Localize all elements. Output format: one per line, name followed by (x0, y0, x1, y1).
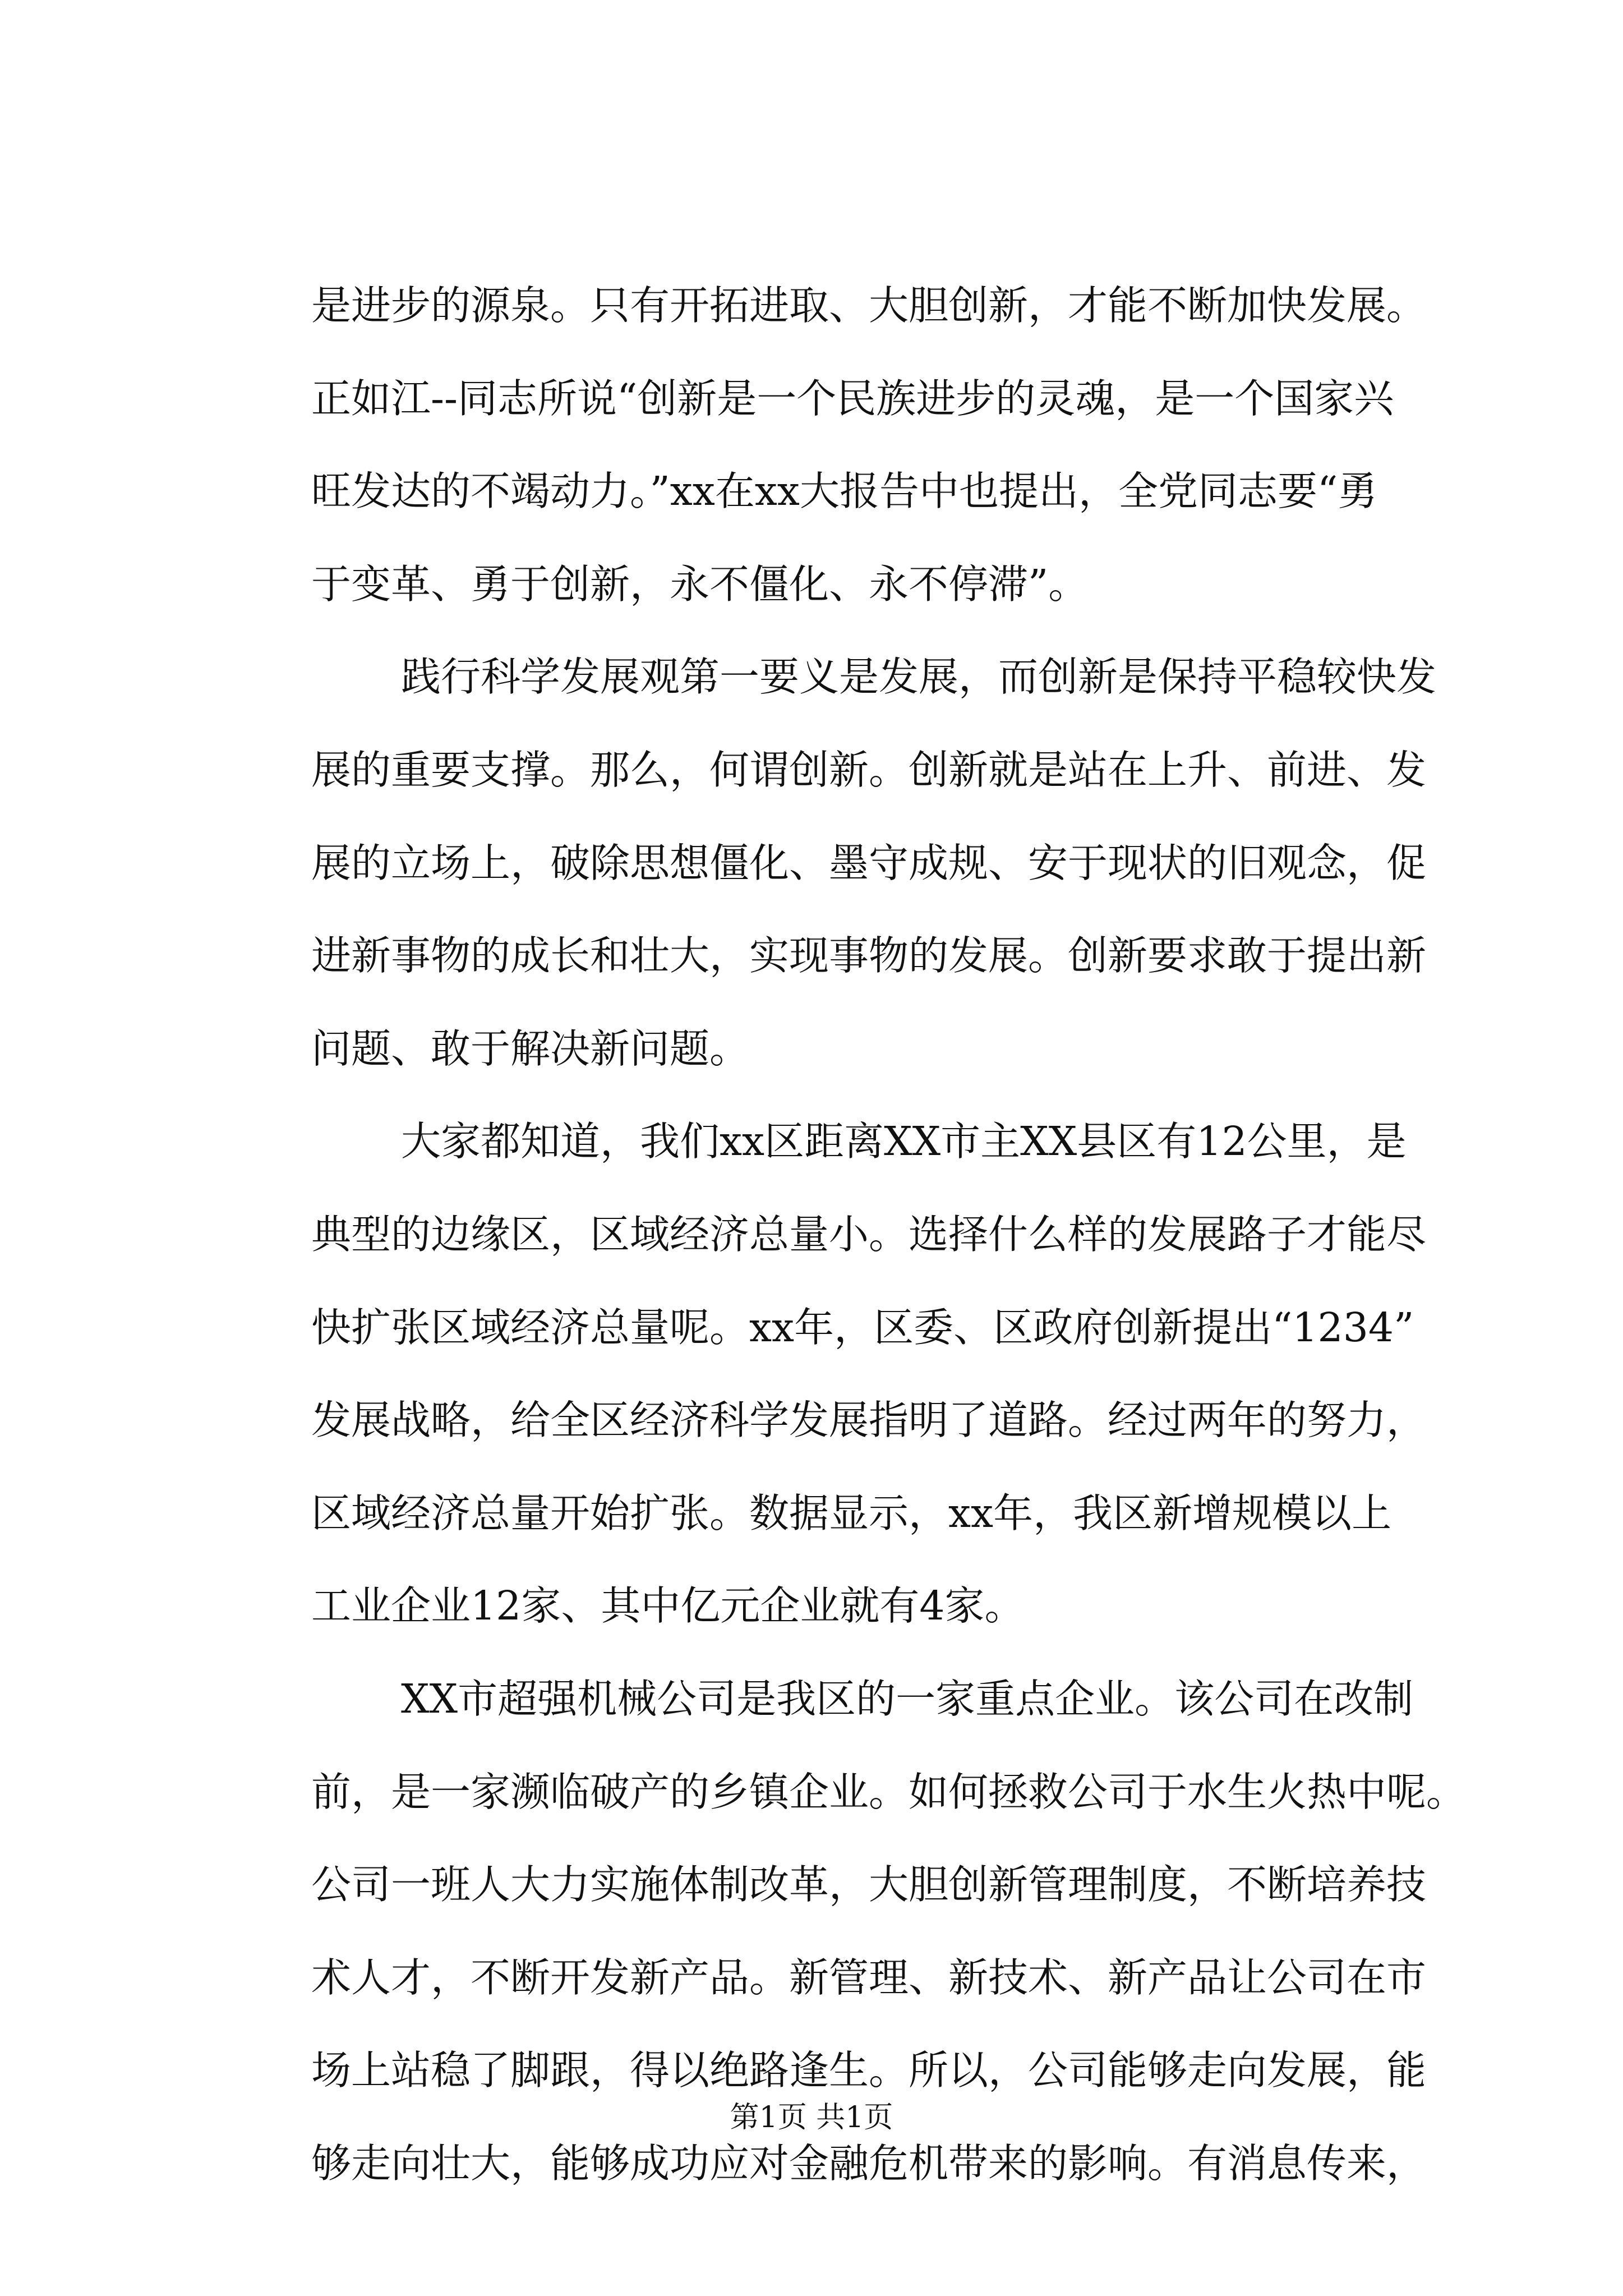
text-line: 工业企业12家、其中亿元企业就有4家。 (311, 1582, 1025, 1630)
text-line: 是进步的源泉。只有开拓进取、大胆创新，才能不断加快发展。 (311, 282, 1427, 329)
text-line: 展的重要支撑。那么，何谓创新。创新就是站在上升、前进、发 (311, 746, 1427, 793)
text-line: 术人才，不断开发新产品。新管理、新技术、新产品让公司在市 (311, 1954, 1427, 2001)
page-footer: 第1页 共1页 (730, 2101, 893, 2134)
text-line: 于变革、勇于创新，永不僵化、永不停滞”。 (311, 560, 1089, 608)
text-line: 区域经济总量开始扩张。数据显示，xx年，我区新增规模以上 (311, 1489, 1392, 1536)
text-line: 发展战略，给全区经济科学发展指明了道路。经过两年的努力， (311, 1397, 1427, 1444)
text-line: 场上站稳了脚跟，得以绝路逢生。所以，公司能够走向发展，能 (311, 2047, 1427, 2094)
text-line: XX市超强机械公司是我区的一家重点企业。该公司在改制 (401, 1675, 1414, 1722)
text-line: 进新事物的成长和壮大，实现事物的发展。创新要求敢于提出新 (311, 932, 1427, 979)
text-line: 典型的边缘区，区域经济总量小。选择什么样的发展路子才能尽 (311, 1211, 1427, 1258)
text-line: 展的立场上，破除思想僵化、墨守成规、安于现状的旧观念，促 (311, 839, 1427, 886)
text-line: 前，是一家濒临破产的乡镇企业。如何拯救公司于水生火热中呢。 (311, 1768, 1467, 1815)
text-line: 践行科学发展观第一要义是发展，而创新是保持平稳较快发 (401, 654, 1437, 701)
text-line: 大家都知道，我们xx区距离XX市主XX县区有12公里，是 (401, 1118, 1407, 1165)
text-line: 够走向壮大，能够成功应对金融危机带来的影响。有消息传来， (311, 2139, 1427, 2187)
text-line: 旺发达的不竭动力。”xx在xx大报告中也提出，全党同志要“勇 (311, 468, 1378, 515)
body-text (311, 259, 1467, 2210)
text-line: 快扩张区域经济总量呢。xx年，区委、区政府创新提出“1234” (311, 1304, 1414, 1351)
text-line: 公司一班人大力实施体制改革，大胆创新管理制度，不断培养技 (311, 1861, 1427, 1908)
text-line: 正如江--同志所说“创新是一个民族进步的灵魂，是一个国家兴 (311, 375, 1394, 422)
text-line: 问题、敢于解决新问题。 (311, 1025, 750, 1072)
